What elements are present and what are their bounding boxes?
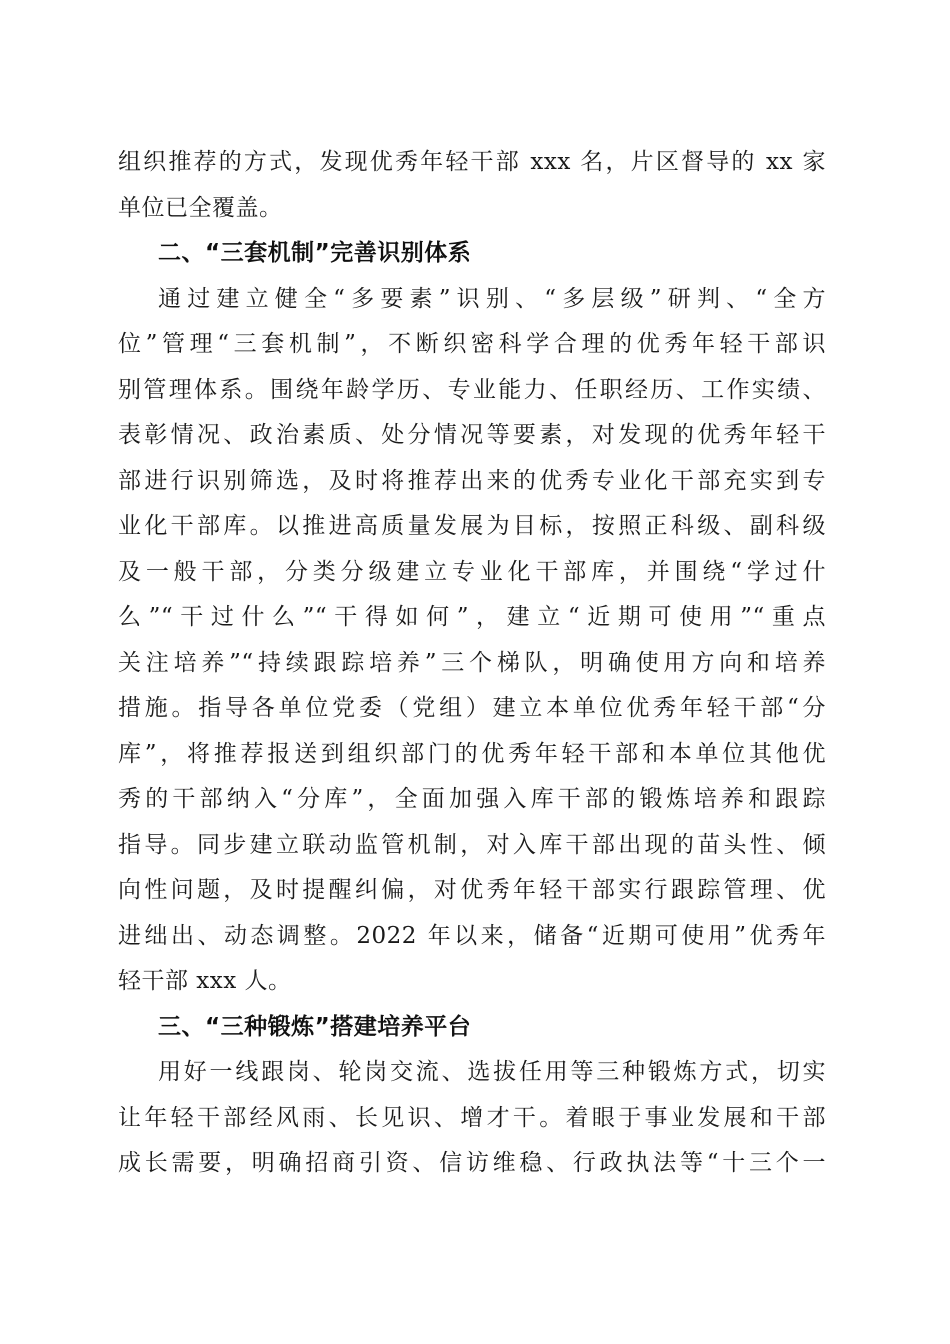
section-heading-3: 三、“三种锻炼”搭建培养平台 xyxy=(158,1013,472,1040)
paragraph-line: 秀的干部纳入“分库”，全面加强入库干部的锻炼培养和跟踪 xyxy=(118,786,826,812)
paragraph-line: 向性问题，及时提醒纠偏，对优秀年轻干部实行跟踪管理、优 xyxy=(118,877,826,903)
document-page xyxy=(118,140,826,1187)
paragraph-line: 成长需要，明确招商引资、信访维稳、行政执法等“十三个一 xyxy=(118,1150,826,1176)
paragraph-line: 轻干部 xxx 人。 xyxy=(118,968,292,994)
paragraph-line: 通过建立健全“多要素”识别、“多层级”研判、“全方 xyxy=(158,285,826,312)
paragraph-3 xyxy=(118,1050,826,1187)
paragraph-1 xyxy=(118,140,826,231)
section-heading-2: 二、“三套机制”完善识别体系 xyxy=(158,240,472,266)
paragraph-line: 进绌出、动态调整。2022 年以来，储备“近期可使用”优秀年 xyxy=(118,922,826,949)
paragraph-line: 单位已全覆盖。 xyxy=(118,194,283,221)
paragraph-2 xyxy=(118,277,826,1005)
paragraph-line: 部进行识别筛选，及时将推荐出来的优秀专业化干部充实到专 xyxy=(118,467,826,494)
paragraph-line: 让年轻干部经风雨、长见识、增才干。着眼于事业发展和干部 xyxy=(118,1104,826,1131)
paragraph-line: 及一般干部，分类分级建立专业化干部库，并围绕“学过什 xyxy=(118,558,826,585)
paragraph-line: 位”管理“三套机制”，不断织密科学合理的优秀年轻干部识 xyxy=(118,331,826,357)
paragraph-line: 库”，将推荐报送到组织部门的优秀年轻干部和本单位其他优 xyxy=(118,740,826,767)
paragraph-line: 表彰情况、政治素质、处分情况等要素，对发现的优秀年轻干 xyxy=(118,422,826,448)
paragraph-line: 组织推荐的方式，发现优秀年轻干部 xxx 名，片区督导的 xx 家 xyxy=(118,149,826,175)
paragraph-line: 指导。同步建立联动监管机制，对入库干部出现的苗头性、倾 xyxy=(118,831,826,858)
paragraph-line: 么”“干过什么”“干得如何”，建立“近期可使用”“重点 xyxy=(118,604,826,630)
paragraph-line: 别管理体系。围绕年龄学历、专业能力、任职经历、工作实绩、 xyxy=(118,376,826,403)
paragraph-line: 措施。指导各单位党委（党组）建立本单位优秀年轻干部“分 xyxy=(118,695,826,721)
paragraph-line: 关注培养”“持续跟踪培养”三个梯队，明确使用方向和培养 xyxy=(118,649,826,676)
paragraph-line: 业化干部库。以推进高质量发展为目标，按照正科级、副科级 xyxy=(118,513,826,539)
paragraph-line: 用好一线跟岗、轮岗交流、选拔任用等三种锻炼方式，切实 xyxy=(158,1059,826,1085)
